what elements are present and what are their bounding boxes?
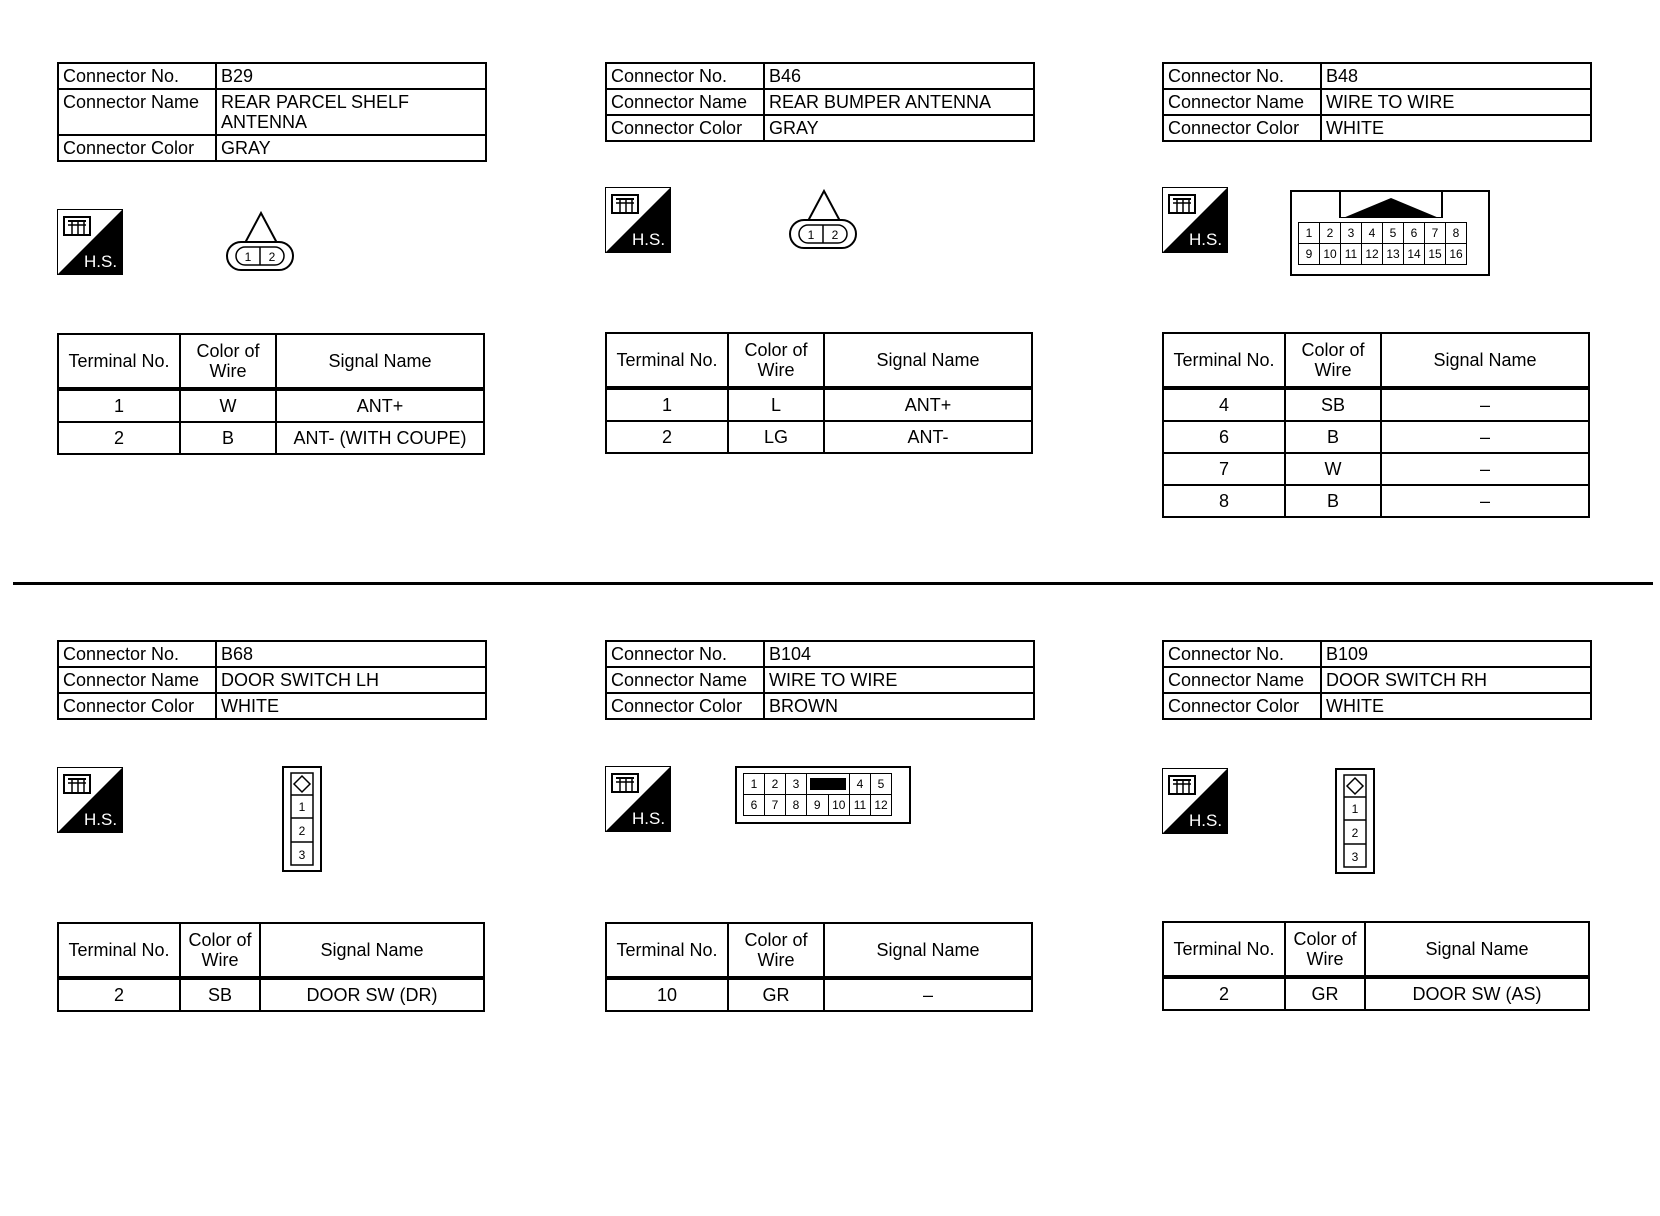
signal-name-cell: – (1381, 421, 1589, 453)
signal-name-cell: – (1381, 485, 1589, 517)
color-of-text: Color of (188, 930, 252, 950)
pin-label: 2 (831, 228, 839, 242)
pin-cell: 2 (765, 774, 786, 795)
wire-color-cell: GR (1285, 977, 1365, 1010)
pin-cell: 8 (1446, 223, 1467, 244)
pin-label: 1 (807, 228, 815, 242)
wire-color-header (180, 923, 260, 978)
pin-cell: 4 (850, 774, 871, 795)
wire-text: Wire (1314, 360, 1352, 380)
connector-name-line1: REAR PARCEL SHELF (221, 92, 410, 112)
connector-name-label: Connector Name (58, 667, 216, 693)
key-block (807, 774, 850, 795)
pin-cell: 3 (786, 774, 807, 795)
connector-info-table (1162, 640, 1592, 720)
connector-name-label: Connector Name (1163, 667, 1321, 693)
pin-grid (743, 773, 892, 816)
pin-cell: 7 (765, 795, 786, 816)
pin-cell: 8 (786, 795, 807, 816)
pin-cell: 6 (744, 795, 765, 816)
harness-side-icon (605, 187, 671, 253)
connector-no-label: Connector No. (58, 641, 216, 667)
wire-color-header (728, 923, 824, 978)
pin-label: 2 (1351, 826, 1359, 840)
pin-cell: 11 (850, 795, 871, 816)
wire-color-header (728, 333, 824, 388)
signal-name-header: Signal Name (260, 923, 484, 978)
pin-cell: 3 (1341, 223, 1362, 244)
pin-cell: 14 (1404, 244, 1425, 265)
connector-info-table (57, 640, 487, 720)
connector-panel-b109 (1162, 640, 1602, 1004)
pin-label: 1 (244, 250, 252, 264)
connector-color-label: Connector Color (606, 115, 764, 141)
pin-cell: 7 (1425, 223, 1446, 244)
connector-name-value (216, 89, 486, 135)
terminal-no-header: Terminal No. (606, 333, 728, 388)
connector-color-label: Connector Color (1163, 115, 1321, 141)
wire-text: Wire (757, 360, 795, 380)
signal-name-cell: DOOR SW (DR) (260, 978, 484, 1011)
connector-color-label: Connector Color (58, 135, 216, 161)
wire-color-cell: B (1285, 421, 1381, 453)
terminal-no-header: Terminal No. (58, 923, 180, 978)
pin-cell: 4 (1362, 223, 1383, 244)
connector-color-value: WHITE (1321, 693, 1591, 719)
hs-label: H.S. (84, 252, 118, 271)
connector-face-3pin (1335, 768, 1375, 879)
connector-no-value: B109 (1321, 641, 1591, 667)
wire-color-header (1285, 333, 1381, 388)
connector-face-16pin (1290, 190, 1490, 276)
wire-color-cell: W (1285, 453, 1381, 485)
pin-label: 3 (1351, 850, 1359, 864)
connector-no-label: Connector No. (606, 641, 764, 667)
signal-name-cell: DOOR SW (AS) (1365, 977, 1589, 1010)
wire-color-cell: W (180, 389, 276, 422)
signal-name-cell: – (1381, 453, 1589, 485)
connector-name-line2: ANTENNA (221, 112, 308, 132)
pin-cell: 1 (744, 774, 765, 795)
terminal-no-header: Terminal No. (606, 923, 728, 978)
harness-side-icon (1162, 187, 1228, 253)
connector-face-2pin (224, 209, 298, 280)
signal-name-cell: ANT- (824, 421, 1032, 453)
connector-info-table (57, 62, 487, 162)
connector-face-3pin (282, 766, 322, 877)
wire-color-cell: B (1285, 485, 1381, 517)
connector-name-value: DOOR SWITCH RH (1321, 667, 1591, 693)
signal-name-cell: – (824, 978, 1032, 1011)
table-row (58, 422, 484, 454)
connector-name-label: Connector Name (1163, 89, 1321, 115)
connector-color-value: GRAY (764, 115, 1034, 141)
terminal-no-cell: 1 (58, 389, 180, 422)
pin-cell: 10 (1320, 244, 1341, 265)
pin-cell: 6 (1404, 223, 1425, 244)
pin-cell: 9 (807, 795, 829, 816)
pin-grid (1298, 222, 1467, 265)
section-divider (13, 582, 1653, 585)
connector-info-table (605, 640, 1035, 720)
table-row (1163, 977, 1589, 1010)
connector-color-label: Connector Color (1163, 693, 1321, 719)
connector-no-label: Connector No. (1163, 63, 1321, 89)
harness-side-icon (605, 766, 671, 832)
terminal-no-cell: 2 (1163, 977, 1285, 1010)
pin-label: 3 (298, 848, 306, 862)
wire-color-cell: SB (180, 978, 260, 1011)
table-row (606, 978, 1032, 1011)
signal-name-header: Signal Name (1365, 922, 1589, 977)
signal-name-header: Signal Name (824, 333, 1032, 388)
terminal-no-header: Terminal No. (1163, 922, 1285, 977)
terminal-no-cell: 2 (606, 421, 728, 453)
wire-text: Wire (1306, 949, 1344, 969)
table-row (58, 389, 484, 422)
pin-cell: 11 (1341, 244, 1362, 265)
terminal-no-cell: 7 (1163, 453, 1285, 485)
signal-name-header: Signal Name (1381, 333, 1589, 388)
connector-face-12pin (735, 766, 911, 824)
connector-color-value: BROWN (764, 693, 1034, 719)
connector-panel-b104 (605, 640, 1045, 1005)
wire-color-cell: L (728, 388, 824, 421)
connector-panel-b68 (57, 640, 497, 1005)
pin-cell: 13 (1383, 244, 1404, 265)
connector-panel-b46 (605, 62, 1045, 447)
harness-side-icon (1162, 768, 1228, 834)
wire-color-header (180, 334, 276, 389)
hs-label: H.S. (84, 810, 118, 829)
pin-cell: 2 (1320, 223, 1341, 244)
wire-color-cell: GR (728, 978, 824, 1011)
wire-color-cell: B (180, 422, 276, 454)
connector-info-table (1162, 62, 1592, 142)
table-row (1163, 388, 1589, 421)
connector-name-label: Connector Name (606, 667, 764, 693)
connector-no-label: Connector No. (606, 63, 764, 89)
connector-info-table (605, 62, 1035, 142)
connector-no-value: B68 (216, 641, 486, 667)
terminal-no-cell: 4 (1163, 388, 1285, 421)
hs-label: H.S. (632, 230, 666, 249)
connector-name-value: DOOR SWITCH LH (216, 667, 486, 693)
wire-color-cell: LG (728, 421, 824, 453)
connector-name-value: WIRE TO WIRE (764, 667, 1034, 693)
color-of-text: Color of (744, 340, 808, 360)
table-row (1163, 485, 1589, 517)
pin-cell: 16 (1446, 244, 1467, 265)
pin-cell: 5 (871, 774, 892, 795)
connector-color-label: Connector Color (606, 693, 764, 719)
terminal-no-cell: 1 (606, 388, 728, 421)
pin-cell: 12 (1362, 244, 1383, 265)
lock-tab-icon (1339, 190, 1443, 218)
connector-color-value: WHITE (216, 693, 486, 719)
signal-name-cell: ANT- (WITH COUPE) (276, 422, 484, 454)
signal-name-header: Signal Name (276, 334, 484, 389)
pin-cell: 10 (828, 795, 850, 816)
hs-label: H.S. (1189, 811, 1223, 830)
pin-label: 2 (298, 824, 306, 838)
color-of-text: Color of (744, 930, 808, 950)
pin-cell: 1 (1299, 223, 1320, 244)
wire-text: Wire (757, 950, 795, 970)
terminal-no-cell: 2 (58, 978, 180, 1011)
connector-no-value: B46 (764, 63, 1034, 89)
connector-no-label: Connector No. (1163, 641, 1321, 667)
terminal-no-header: Terminal No. (58, 334, 180, 389)
hs-label: H.S. (632, 809, 666, 828)
pin-cell: 5 (1383, 223, 1404, 244)
pin-label: 1 (298, 800, 306, 814)
terminal-table (57, 333, 485, 455)
hs-label: H.S. (1189, 230, 1223, 249)
color-of-text: Color of (196, 341, 260, 361)
connector-panel-b29 (57, 62, 497, 448)
terminal-no-cell: 10 (606, 978, 728, 1011)
pin-cell: 15 (1425, 244, 1446, 265)
connector-name-value: WIRE TO WIRE (1321, 89, 1591, 115)
table-row (606, 421, 1032, 453)
terminal-table (1162, 921, 1590, 1011)
terminal-no-cell: 8 (1163, 485, 1285, 517)
connector-face-2pin (787, 187, 861, 258)
connector-color-value: GRAY (216, 135, 486, 161)
terminal-table (605, 332, 1033, 454)
color-of-text: Color of (1301, 340, 1365, 360)
connector-name-label: Connector Name (606, 89, 764, 115)
terminal-no-cell: 2 (58, 422, 180, 454)
wire-color-header (1285, 922, 1365, 977)
table-row (1163, 453, 1589, 485)
harness-side-icon (57, 209, 123, 275)
connector-no-value: B48 (1321, 63, 1591, 89)
wire-text: Wire (201, 950, 239, 970)
signal-name-cell: ANT+ (824, 388, 1032, 421)
pin-label: 1 (1351, 802, 1359, 816)
signal-name-cell: – (1381, 388, 1589, 421)
table-row (58, 978, 484, 1011)
connector-panel-b48 (1162, 62, 1602, 511)
connector-no-value: B29 (216, 63, 486, 89)
pin-cell: 12 (871, 795, 892, 816)
connector-name-label: Connector Name (58, 89, 216, 135)
wire-color-cell: SB (1285, 388, 1381, 421)
wire-text: Wire (209, 361, 247, 381)
terminal-table (57, 922, 485, 1012)
table-row (606, 388, 1032, 421)
pin-cell: 9 (1299, 244, 1320, 265)
terminal-table (605, 922, 1033, 1012)
signal-name-cell: ANT+ (276, 389, 484, 422)
connector-name-value: REAR BUMPER ANTENNA (764, 89, 1034, 115)
color-of-text: Color of (1293, 929, 1357, 949)
connector-no-label: Connector No. (58, 63, 216, 89)
connector-color-value: WHITE (1321, 115, 1591, 141)
terminal-no-header: Terminal No. (1163, 333, 1285, 388)
table-row (1163, 421, 1589, 453)
connector-color-label: Connector Color (58, 693, 216, 719)
pin-label: 2 (268, 250, 276, 264)
signal-name-header: Signal Name (824, 923, 1032, 978)
connector-no-value: B104 (764, 641, 1034, 667)
terminal-table (1162, 332, 1590, 518)
harness-side-icon (57, 767, 123, 833)
terminal-no-cell: 6 (1163, 421, 1285, 453)
